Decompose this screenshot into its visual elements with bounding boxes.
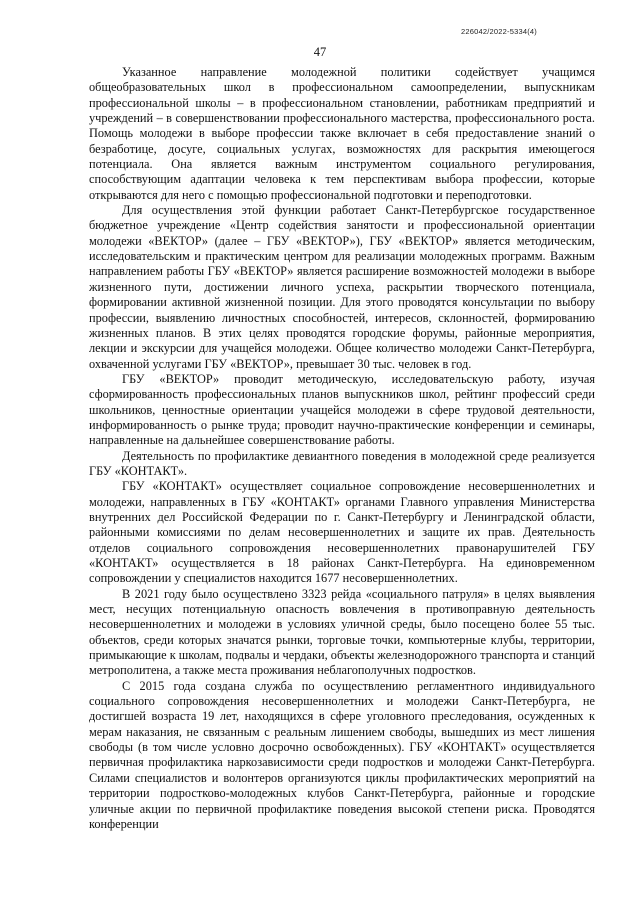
paragraph: ГБУ «КОНТАКТ» осуществляет социальное сопровождение несовершеннолетних и молодежи, направленных в ГБУ «КОНТАКТ» органами Главного управления Министерства внутренних дел Российской Федерации по г. Санкт-Петербургу и Ленинградской области, районными комиссиями по делам несовершеннолетних и защите их прав. Деятельность отделов социального сопровождения несовершеннолетних правонарушителей ГБУ «КОНТАКТ» осуществляется в 18 районах Санкт-Петербурга. На единовременном сопровождении у специалистов находится 1677 несовершеннолетних. [89, 479, 595, 586]
paragraph: ГБУ «ВЕКТОР» проводит методическую, исследовательскую работу, изучая сформированность профессиональных планов выпускников школ, рейтинг профессий среди школьников, ценностные ориентации учащейся молодежи в сфере трудовой деятельности, информированность о рынке труда; проводит научно-практические конференции и семинары, направленные на дальнейшее совершенствование работы. [89, 371, 595, 448]
page-number: 47 [313, 45, 327, 59]
paragraph: Деятельность по профилактике девиантного поведения в молодежной среде реализуется ГБУ «КОНТАКТ». [89, 448, 595, 478]
paragraph: В 2021 году было осуществлено 3323 рейда «социального патруля» в целях выявления мест, несущих потенциальную опасность вовлечения в противоправную деятельность несовершеннолетних и молодежи в условиях уличной среды, было посещено более 55 тыс. объектов, среди которых значатся рынки, торговые точки, компьютерные клубы, территории, примыкающие к школам, подвалы и чердаки, объекты железнодорожного транспорта и станций метрополитена, а также места проживания неблагополучных подростков. [89, 586, 595, 678]
document-body [89, 65, 595, 832]
paragraph: С 2015 года создана служба по осуществлению регламентного индивидуального социального сопровождения несовершеннолетних и молодежи Санкт-Петербурга, не достигшей возраста 19 лет, находящихся в сфере уголовного преследования, осужденных к мерам наказания, не связанным с реальным лишением свободы, вышедших из мест лишения свободы (в том числе условно досрочно освобожденных). ГБУ «КОНТАКТ» осуществляется первичная профилактика наркозависимости среди подростков и молодежи Санкт-Петербурга. Силами специалистов и волонтеров организуются циклы профилактических мероприятий на территории подростково-молодежных клубов Санкт-Петербурга, районные и городские уличные акции по первичной профилактике поведения высокой степени риска. Проводятся конференции [89, 678, 595, 831]
document-number: 226042/2022-5334(4) [461, 27, 537, 36]
paragraph: Указанное направление молодежной политики содействует учащимся общеобразовательных школ в профессиональном самоопределении, выпускникам профессиональной школы – в профессиональном становлении, работникам предприятий и учреждений – в совершенствовании профессионального мастерства, профессионального роста. Помощь молодежи в выборе профессии также включает в себя предоставление знаний о безработице, досуге, социальных услугах, возможностях для раскрытия имеющегося потенциала. Она является важным инструментом социального регулирования, способствующим адаптации человека к тем перспективам выбора профессии, которые открываются для него с помощью профессиональной подготовки и переподготовки. [89, 65, 595, 202]
paragraph: Для осуществления этой функции работает Санкт-Петербургское государственное бюджетное учреждение «Центр содействия занятости и профессиональной ориентации молодежи «ВЕКТОР» (далее – ГБУ «ВЕКТОР»), ГБУ «ВЕКТОР» является методическим, исследовательским и практическим центром для реализации молодежных программ. Важным направлением работы ГБУ «ВЕКТОР» является расширение возможностей молодежи в выборе жизненного пути, достижении личного успеха, раскрытии творческого потенциала, формировании активной жизненной позиции. Для этого проводятся консультации по выбору профессии, выявлению личностных способностей, интересов, склонностей, формированию жизненных планов. В этих целях проводятся городские форумы, районные мероприятия, лекции и экскурсии для учащейся молодежи. Общее количество молодежи Санкт-Петербурга, охваченной услугами ГБУ «ВЕКТОР», превышает 30 тыс. человек в год. [89, 203, 595, 371]
